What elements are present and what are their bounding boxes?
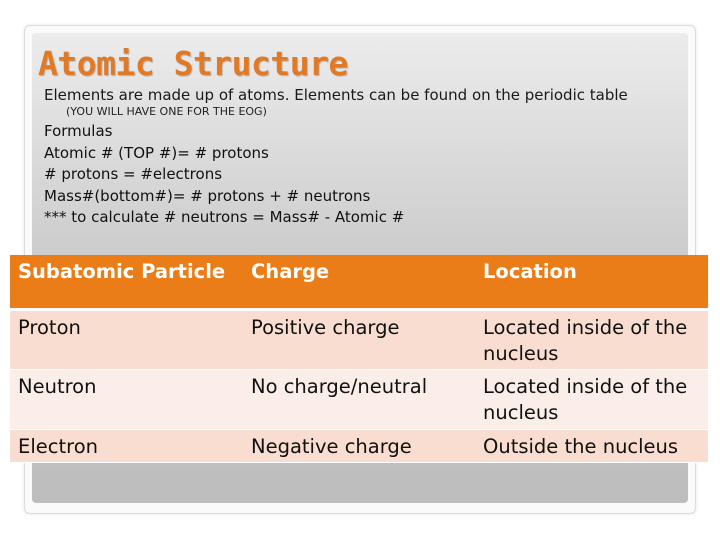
header-charge: Charge [243, 255, 475, 309]
cell-location: Located inside of the nucleus [475, 309, 708, 369]
subatomic-particles-table [10, 255, 708, 463]
intro-text: Elements are made up of atoms. Elements can be found on the periodic table [44, 86, 628, 104]
cell-charge: Negative charge [243, 429, 475, 462]
header-location: Location [475, 255, 708, 309]
slide-title: Atomic Structure [38, 44, 348, 83]
table-row [10, 369, 708, 429]
formula-electrons: # protons = #electrons [44, 165, 223, 183]
cell-particle: Proton [10, 309, 243, 369]
formula-atomic-number: Atomic # (TOP #)= # protons [44, 143, 269, 162]
formulas-heading: Formulas [44, 122, 113, 140]
table-row [10, 429, 708, 462]
cell-location: Outside the nucleus [475, 429, 708, 462]
formula-neutrons: *** to calculate # neutrons = Mass# - Atomic # [44, 208, 405, 226]
header-particle: Subatomic Particle [10, 255, 243, 309]
cell-location: Located inside of the nucleus [475, 369, 708, 429]
formulas-block [44, 121, 404, 229]
cell-particle: Electron [10, 429, 243, 462]
cell-charge: No charge/neutral [243, 369, 475, 429]
formula-mass-number: Mass#(bottom#)= # protons + # neutrons [44, 186, 371, 205]
eog-note: (YOU WILL HAVE ONE FOR THE EOG) [66, 105, 267, 118]
cell-particle: Neutron [10, 369, 243, 429]
table-row [10, 309, 708, 369]
table-header-row [10, 255, 708, 309]
cell-charge: Positive charge [243, 309, 475, 369]
